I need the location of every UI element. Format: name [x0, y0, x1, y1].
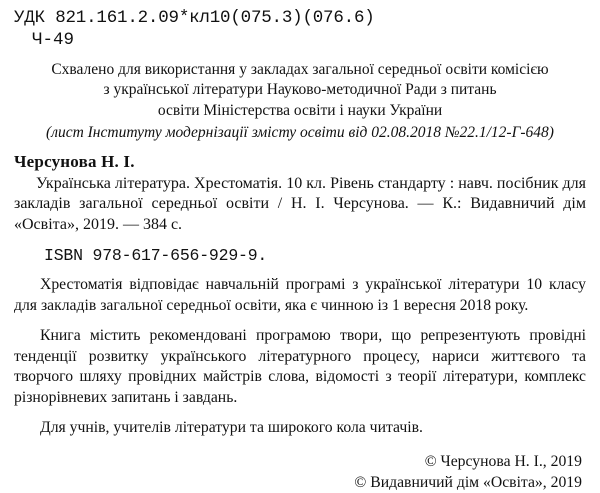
ministry-letter-note: (лист Інституту модернізації змісту освіти від 02.08.2018 №22.1/12-Г-648): [46, 124, 554, 142]
approval-line-2: з української літератури Науково-методичної Ради з питань: [103, 81, 497, 99]
approval-statement: [14, 60, 586, 121]
udk-classification-line: УДК 821.161.2.09*кл10(075.3)(076.6): [14, 8, 375, 28]
approval-line-1: Схвалено для використання у закладах загальної середньої освіти комісією: [51, 61, 549, 78]
copyright-block: [14, 451, 586, 493]
book-shelf-code: Ч-49: [32, 30, 75, 50]
author-name: Черсунова Н. І.: [14, 151, 135, 171]
annotation-paragraph-2: Книга містить рекомендовані програмою твори, що репрезентують провідні тенденції розвитку українського літературного процесу, нариси життєвого та творчого шляху провідних майстрів слова, відомості з теорії літератури, комплекс різнорівневих запитань і завдань.: [14, 326, 586, 407]
annotation-paragraph-3: Для учнів, учителів літератури та широкого кола читачів.: [40, 419, 423, 437]
copyright-publisher: © Видавничий дім «Освіта», 2019: [354, 474, 582, 492]
approval-line-3: освіти Міністерства освіти і науки України: [157, 101, 443, 119]
copyright-author: © Черсунова Н. І., 2019: [424, 453, 582, 471]
bibliographic-description: Українська література. Хрестоматія. 10 кл. Рівень стандарту : навч. посібник для закладів загальної середньої освіти / Н. І. Черсунова. — К.: Видавничий дім «Освіта», 2019. — 384 с.: [14, 174, 586, 234]
isbn-number: ISBN 978-617-656-929-9.: [44, 245, 268, 265]
annotation-paragraph-1: Хрестоматія відповідає навчальній програмі з української літератури 10 класу для закладів загальної середньої освіти, яка є чинною із 1 вересня 2018 року.: [14, 275, 586, 314]
